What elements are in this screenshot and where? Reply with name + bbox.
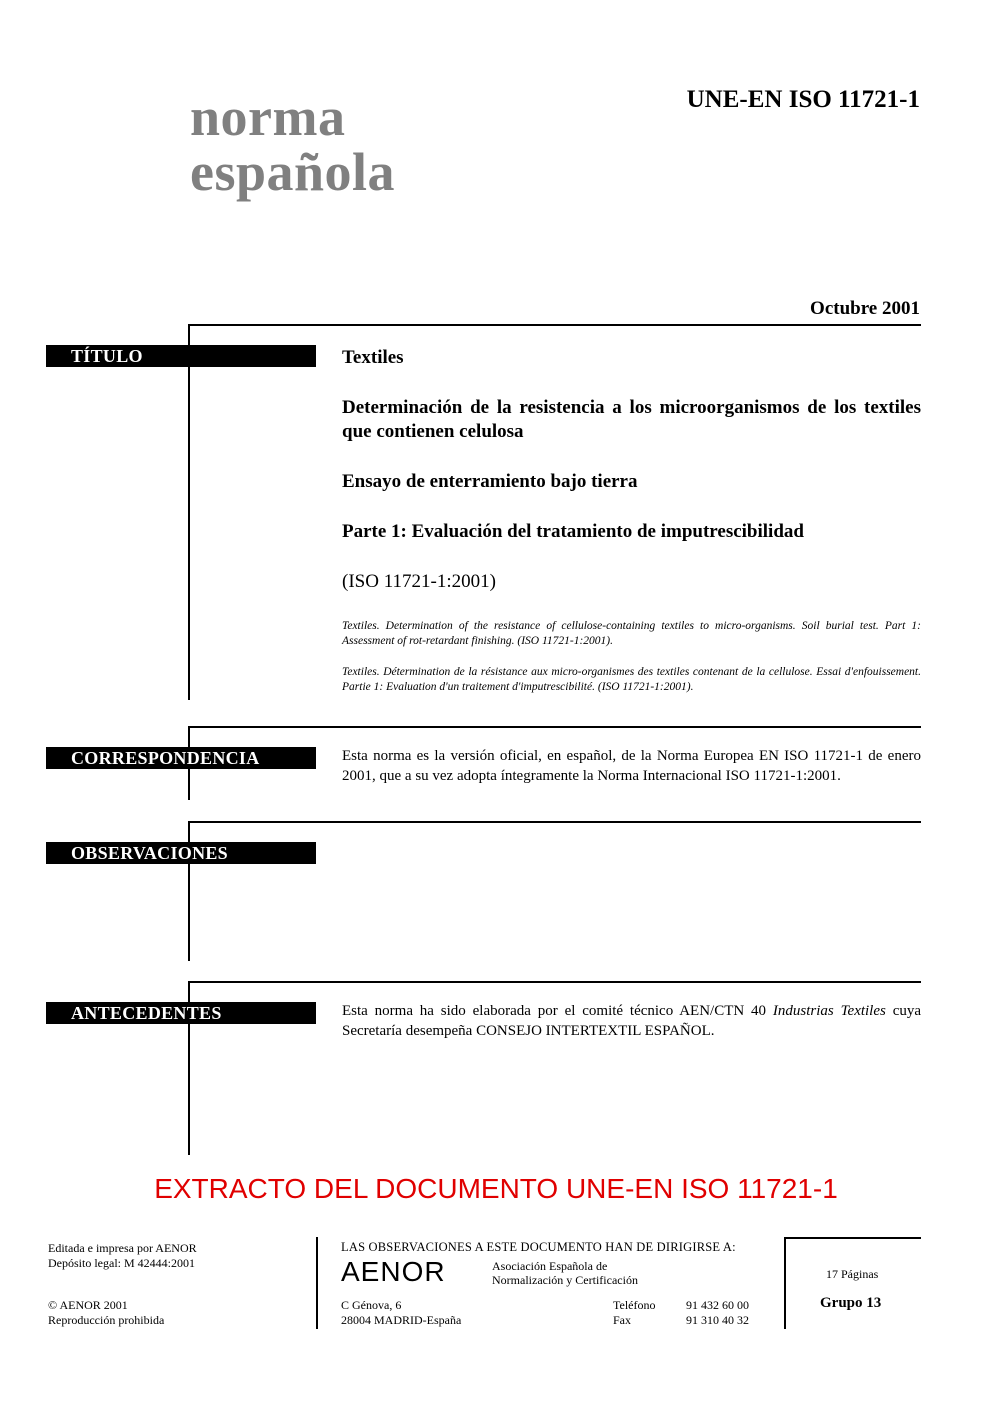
correspondencia-text: Esta norma es la versión oficial, en español, de la Norma Europea EN ISO 11721-1 de enero 2001, que a su vez adopta íntegramente la Norma Internacional ISO 11721-1:2001. (342, 748, 921, 784)
antecedentes-committee-name: Industrias Textiles (772, 1003, 886, 1019)
section-label-antecedentes: ANTECEDENTES (46, 1002, 316, 1024)
footer-fax: 91 310 40 32 (686, 1313, 749, 1327)
section-divider-antecedentes (188, 981, 921, 983)
aenor-name-line1: Asociación Española de (492, 1259, 608, 1273)
section-divider-titulo (188, 324, 921, 326)
title-line-determinacion: Determinación de la resistencia a los microorganismos de los textiles que contienen celulosa (342, 397, 921, 442)
english-title: Textiles. Determination of the resistance of cellulose-containing textiles to micro-organisms. Soil burial test. Part 1: Assessment of rot-retardant finishing. (ISO 11721-1:2001). (342, 620, 921, 647)
iso-reference: (ISO 11721-1:2001) (342, 571, 496, 592)
footer-pages: 17 Páginas (826, 1267, 879, 1281)
antecedentes-text-end: cuya Secretaría desempeña CONSEJO INTERTEXTIL ESPAÑOL. (342, 1003, 922, 1039)
french-title: Textiles. Détermination de la résistance aux micro-organismes des textiles contenant de la cellulose. Essai d'enfouissement. Partie 1: Evaluation d'un traitement d'imputrescibilité. (ISO 11721-1:2001). (342, 666, 921, 693)
extract-watermark: EXTRACTO DEL DOCUMENTO UNE-EN ISO 11721-1 (154, 1173, 838, 1204)
footer-copyright: © AENOR 2001 (48, 1298, 128, 1312)
antecedentes-text (342, 1001, 921, 1041)
title-line-ensayo: Ensayo de enterramiento bajo tierra (342, 471, 638, 492)
footer-fax-label: Fax (613, 1313, 631, 1327)
footer-reproduction: Reproducción prohibida (48, 1313, 165, 1327)
footer-box-top (784, 1237, 921, 1239)
footer-edited: Editada e impresa por AENOR (48, 1241, 197, 1255)
section-label-correspondencia: CORRESPONDENCIA (46, 747, 316, 769)
footer-phone: 91 432 60 00 (686, 1298, 749, 1312)
publication-date: Octubre 2001 (810, 298, 920, 319)
footer-divider-right (784, 1237, 786, 1329)
brand-line-norma: norma (190, 87, 346, 147)
footer-deposit: Depósito legal: M 42444:2001 (48, 1256, 195, 1270)
footer-divider-left (316, 1237, 318, 1329)
brand-line-espanola: española (190, 142, 396, 202)
footer-address-line1: C Génova, 6 (341, 1298, 402, 1312)
aenor-name-line2: Normalización y Certificación (492, 1273, 638, 1287)
footer-group: Grupo 13 (820, 1295, 882, 1311)
aenor-logo: AENOR (341, 1256, 446, 1287)
title-line-parte: Parte 1: Evaluación del tratamiento de imputrescibilidad (342, 521, 804, 542)
footer-phone-label: Teléfono (613, 1298, 656, 1312)
title-line-textiles: Textiles (342, 347, 404, 368)
vertical-rule-titulo (188, 324, 190, 700)
section-divider-observaciones (188, 821, 921, 823)
footer-observations-header: LAS OBSERVACIONES A ESTE DOCUMENTO HAN DE DIRIGIRSE A: (341, 1240, 736, 1254)
section-label-titulo: TÍTULO (46, 345, 316, 367)
section-label-observaciones: OBSERVACIONES (46, 842, 316, 864)
standard-code: UNE-EN ISO 11721-1 (686, 86, 920, 113)
antecedentes-text-start: Esta norma ha sido elaborada por el comité técnico AEN/CTN 40 (342, 1003, 773, 1019)
section-divider-correspondencia (188, 726, 921, 728)
footer-address-line2: 28004 MADRID-España (341, 1313, 462, 1327)
